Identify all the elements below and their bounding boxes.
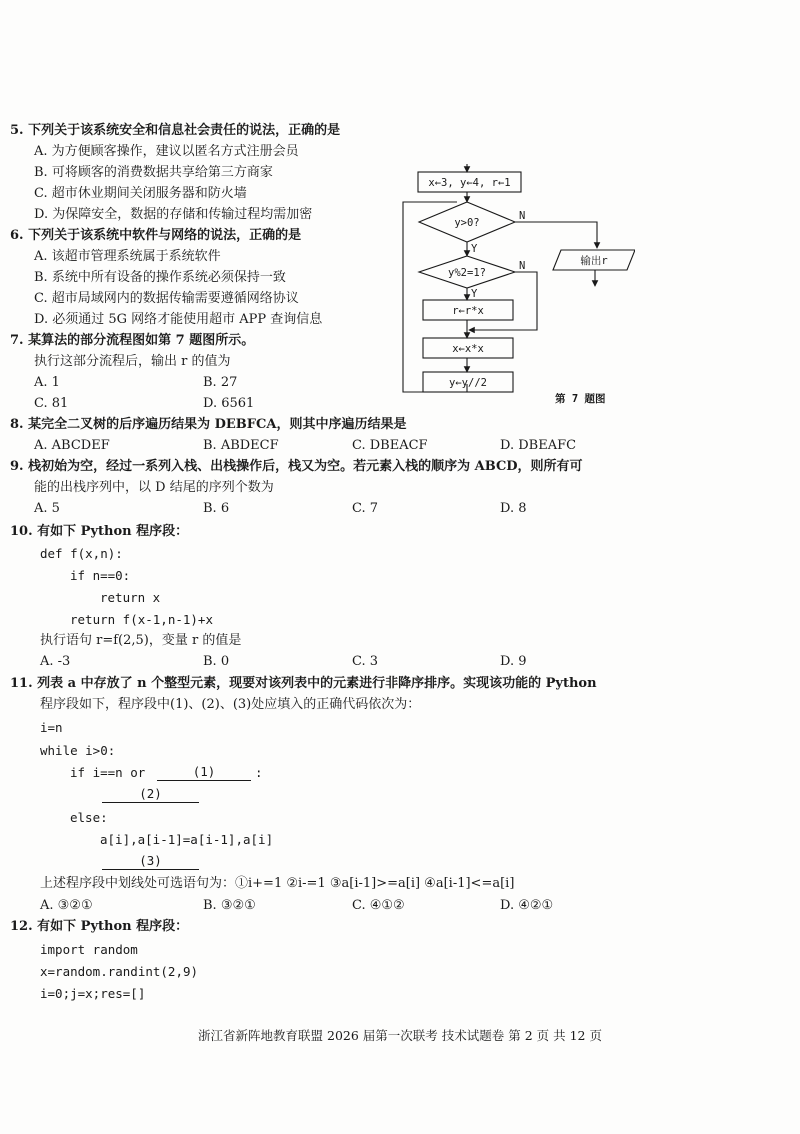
flow-cond2-yes: Y xyxy=(471,288,478,300)
q8-option-b: B. ABDECF xyxy=(203,438,279,453)
q6-option-d: D. 必须通过 5G 网络才能使用超市 APP 查询信息 xyxy=(34,312,323,327)
flow-step3-text: y←y//2 xyxy=(449,377,487,389)
q11-line2: 程序段如下，程序段中(1)、(2)、(3)处应填入的正确代码依次为： xyxy=(40,697,421,712)
q10-code-line: if n==0: xyxy=(70,568,131,583)
q6-option-a: A. 该超市管理系统属于系统软件 xyxy=(34,249,221,264)
q9-option-d: D. 8 xyxy=(500,501,527,516)
q5-option-a: A. 为方便顾客操作，建议以匿名方式注册会员 xyxy=(34,144,299,159)
q6-stem: 6. 下列关于该系统中软件与网络的说法，正确的是 xyxy=(10,228,302,243)
q5-option-d: D. 为保障安全，数据的存储和传输过程均需加密 xyxy=(34,207,313,222)
q10-option-c: C. 3 xyxy=(352,654,379,669)
q11-code-line: i=n xyxy=(40,720,63,735)
q11-code-colon: : xyxy=(255,765,263,780)
q11-code-line: while i>0: xyxy=(40,743,116,758)
flow-step2-text: x←x*x xyxy=(452,343,484,355)
q11-code-line: if i==n or xyxy=(70,765,146,780)
q10-code-line: def f(x,n): xyxy=(40,546,123,561)
flow-cond1-text: y>0? xyxy=(454,217,480,229)
q11-blank-2: (2) xyxy=(102,786,199,803)
q10-option-a: A. -3 xyxy=(40,654,71,669)
flow-cond2-no: N xyxy=(519,260,526,272)
q11-options-line: 上述程序段中划线处可选语句为：①i+=1 ②i-=1 ③a[i-1]>=a[i] ④a[i-1]<=a[i] xyxy=(40,876,515,891)
q11-option-c: C. ④①② xyxy=(352,898,405,913)
q5-option-b: B. 可将顾客的消费数据共享给第三方商家 xyxy=(34,165,273,180)
q10-option-d: D. 9 xyxy=(500,654,527,669)
q11-code-line: else: xyxy=(70,810,108,825)
flow-output-text: 输出r xyxy=(580,255,608,267)
q10-code-line: return f(x-1,n-1)+x xyxy=(70,612,213,627)
q12-code-line: import random xyxy=(40,942,138,957)
q10-stem: 10. 有如下 Python 程序段： xyxy=(10,524,189,539)
q11-blank-1: (1) xyxy=(157,764,251,781)
q7-option-a: A. 1 xyxy=(34,375,60,390)
q10-code-line: return x xyxy=(100,590,161,605)
q8-option-c: C. DBEACF xyxy=(352,438,428,453)
q9-option-a: A. 5 xyxy=(34,501,60,516)
q7-option-d: D. 6561 xyxy=(203,396,255,411)
q7-line2: 执行这部分流程后，输出 r 的值为 xyxy=(34,354,231,369)
flow-cond1-yes: Y xyxy=(471,243,478,255)
flowchart xyxy=(395,162,635,412)
q7-option-b: B. 27 xyxy=(203,375,238,390)
q8-option-a: A. ABCDEF xyxy=(34,438,110,453)
q10-line2: 执行语句 r=f(2,5)，变量 r 的值是 xyxy=(40,633,242,648)
q8-stem: 8. 某完全二叉树的后序遍历结果为 DEBFCA，则其中序遍历结果是 xyxy=(10,417,407,432)
flow-caption: 第 7 题图 xyxy=(555,393,606,405)
flow-init-text: x←3, y←4, r←1 xyxy=(428,177,511,189)
q11-option-a: A. ③②① xyxy=(40,898,93,913)
q9-stem: 9. 栈初始为空，经过一系列入栈、出栈操作后，栈又为空。若元素入栈的顺序为 ABCD，则所有可 xyxy=(10,459,583,474)
q11-stem: 11. 列表 a 中存放了 n 个整型元素，现要对该列表中的元素进行非降序排序。实现该功能的 Python xyxy=(10,676,597,691)
q7-option-c: C. 81 xyxy=(34,396,69,411)
page-footer: 浙江省新阵地教育联盟 2026 届第一次联考 技术试题卷 第 2 页 共 12 页 xyxy=(198,1028,602,1043)
q11-option-b: B. ③②① xyxy=(203,898,256,913)
q12-code-line: x=random.randint(2,9) xyxy=(40,964,199,979)
q6-option-c: C. 超市局域网内的数据传输需要遵循网络协议 xyxy=(34,291,299,306)
q9-option-b: B. 6 xyxy=(203,501,230,516)
flow-step1-text: r←r*x xyxy=(452,305,484,317)
q7-stem: 7. 某算法的部分流程图如第 7 题图所示。 xyxy=(10,333,255,348)
q11-code-line: a[i],a[i-1]=a[i-1],a[i] xyxy=(100,832,274,847)
q11-blank-3: (3) xyxy=(102,853,199,870)
q5-stem: 5. 下列关于该系统安全和信息社会责任的说法，正确的是 xyxy=(10,123,341,138)
q9-line2: 能的出栈序列中，以 D 结尾的序列个数为 xyxy=(34,480,274,495)
q11-option-d: D. ④②① xyxy=(500,898,554,913)
q8-option-d: D. DBEAFC xyxy=(500,438,577,453)
q5-option-c: C. 超市休业期间关闭服务器和防火墙 xyxy=(34,186,247,201)
q9-option-c: C. 7 xyxy=(352,501,379,516)
q12-code-line: i=0;j=x;res=[] xyxy=(40,986,146,1001)
flow-cond1-no: N xyxy=(519,210,526,222)
q6-option-b: B. 系统中所有设备的操作系统必须保持一致 xyxy=(34,270,286,285)
q12-stem: 12. 有如下 Python 程序段： xyxy=(10,919,189,934)
q10-option-b: B. 0 xyxy=(203,654,230,669)
flow-cond2-text: y%2=1? xyxy=(448,267,486,279)
